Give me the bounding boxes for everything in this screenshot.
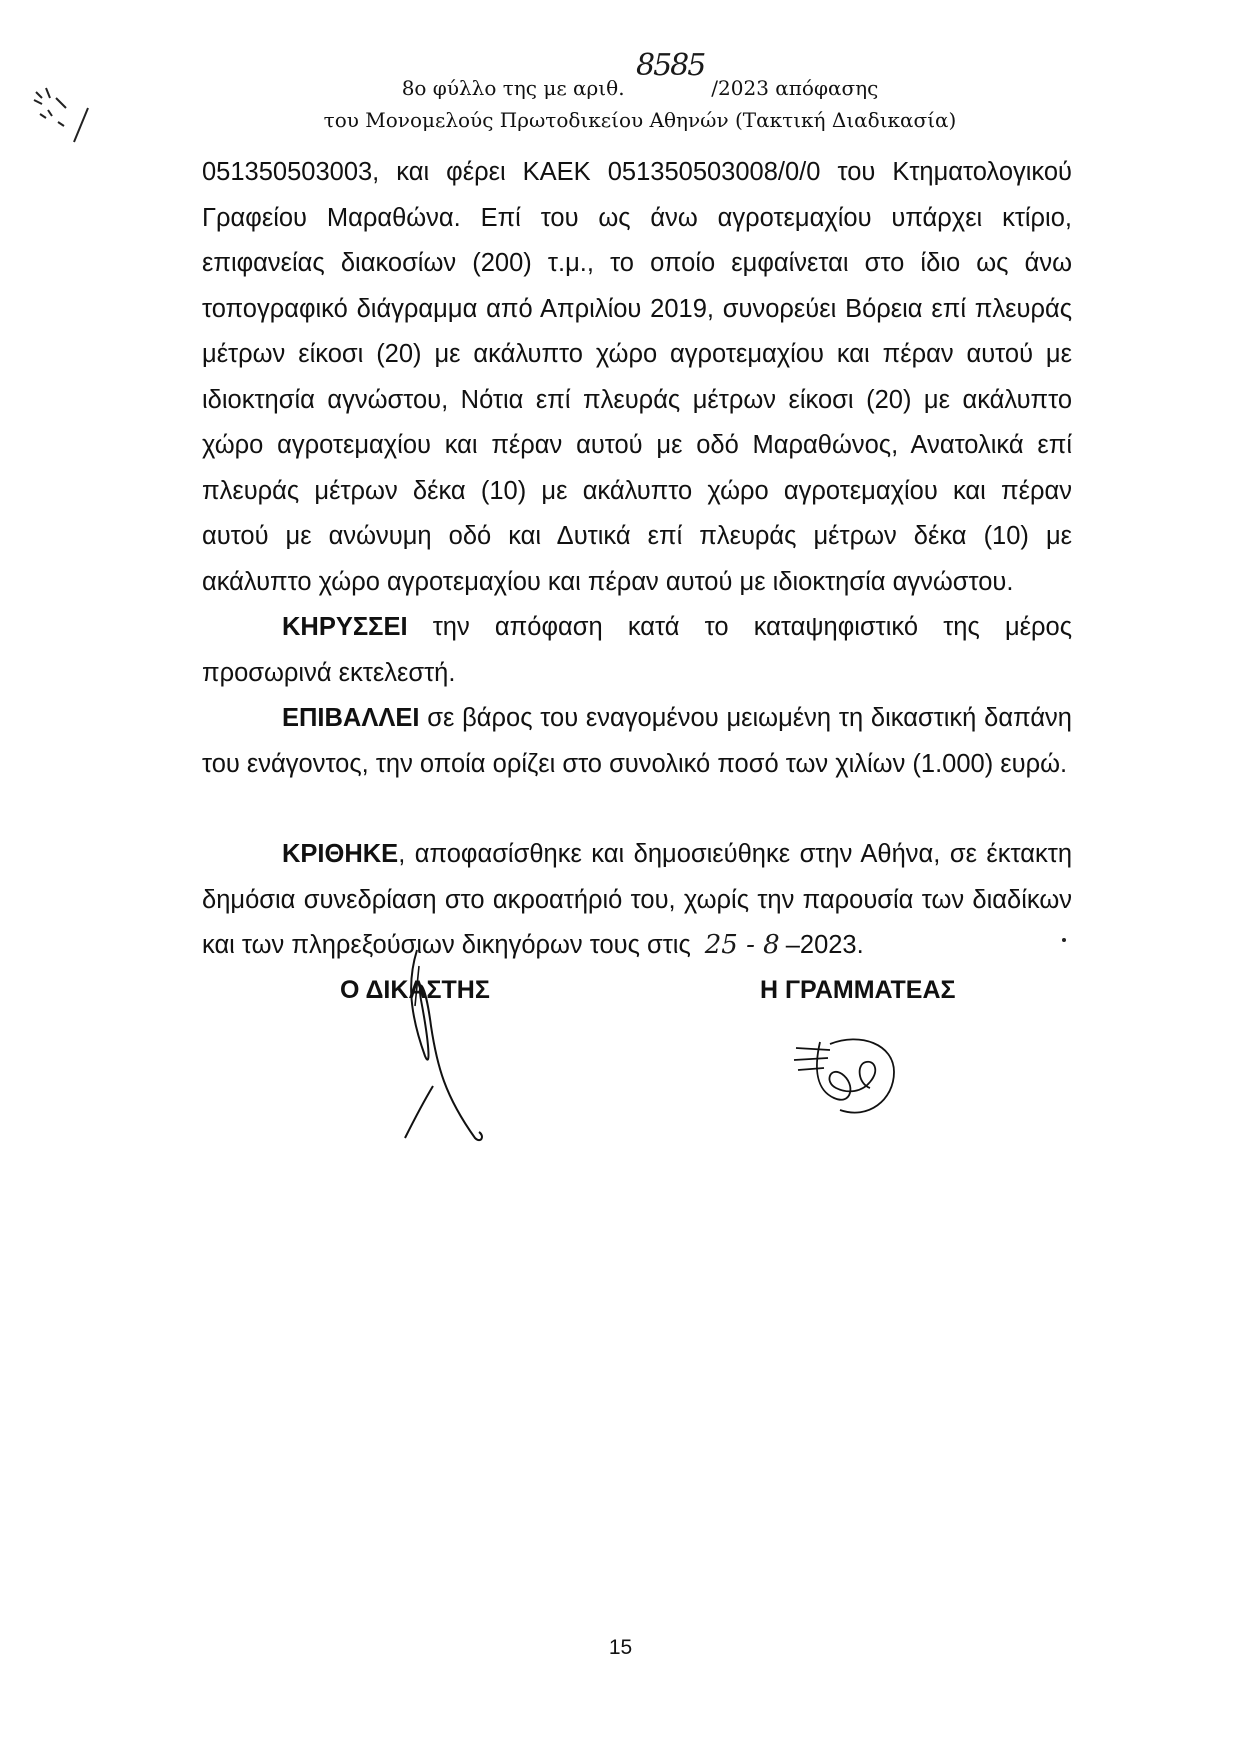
header-line-1 <box>300 72 980 104</box>
paragraph-spacer <box>202 787 1072 832</box>
imposes-paragraph <box>202 696 1072 787</box>
judge-signature <box>385 946 495 1146</box>
judged-text: , αποφασίσθηκε και δημοσιεύθηκε στην Αθήνα, σε έκτακτη δημόσια συνεδρίαση στο ακροατήριό του, χωρίς την παρουσία των διαδίκων και των πληρεξούσιων δικηγόρων τους στις <box>202 840 1072 959</box>
number-blank <box>631 94 705 95</box>
decision-body <box>202 150 1072 969</box>
handwritten-decision-number: 8585 <box>636 48 705 83</box>
header-line-2: του Μονομελούς Πρωτοδικείου Αθηνών (Τακτική Διαδικασία) <box>323 108 957 132</box>
judged-keyword: ΚΡΙΘΗΚΕ <box>282 840 399 868</box>
page-header <box>300 72 980 136</box>
judged-paragraph <box>202 832 1072 969</box>
imposes-keyword: ΕΠΙΒΑΛΛΕΙ <box>282 704 420 732</box>
judge-label: Ο ΔΙΚΑΣΤΗΣ <box>340 976 490 1004</box>
header-suffix: /2023 απόφασης <box>711 76 879 100</box>
property-description: 051350503003, και φέρει ΚΑΕΚ 051350503008/0/0 του Κτηματολογικού Γραφείου Μαραθώνα. Επί του ως άνω αγροτεμαχίου υπάρχει κτίριο, επιφανείας διακοσίων (200) τ.μ., το οποίο εμφαίνεται στο ίδιο ως άνω τοπογραφικό διάγραμμα από Απριλίου 2019, συνορεύει Βόρεια επί πλευράς μέτρων είκοσι (20) με ακάλυπτο χώρο αγροτεμαχίου και πέραν αυτού με ιδιοκτησία αγνώστου, Νότια επί πλευράς μέτρων είκοσι (20) με ακάλυπτο χώρο αγροτεμαχίου και πέραν αυτού με οδό Μαραθώνος, Ανατολικά επί πλευράς μέτρων δέκα (10) με ακάλυπτο χώρο αγροτεμαχίου και πέραν αυτού με ανώνυμη οδό και Δυτικά επί πλευράς μέτρων δέκα (10) με ακάλυπτο χώρο αγροτεμαχίου και πέραν αυτού με ιδιοκτησία αγνώστου. <box>202 158 1072 596</box>
page-number: 15 <box>608 1636 633 1659</box>
scan-margin-marks <box>28 78 118 148</box>
handwritten-date: 25 - 8 <box>704 930 780 960</box>
ink-dot <box>1062 938 1066 942</box>
imposes-text: σε βάρος του εναγομένου μειωμένη τη δικαστική δαπάνη του ενάγοντος, την οποία ορίζει στο συνολικό ποσό των χιλίων (1.000) ευρώ. <box>202 704 1072 778</box>
clerk-signature <box>790 1024 900 1124</box>
declares-text: την απόφαση κατά το καταψηφιστικό της μέρος προσωρινά εκτελεστή. <box>202 613 1072 687</box>
date-year: –2023. <box>785 931 864 959</box>
declares-keyword: ΚΗΡΥΣΣΕΙ <box>282 613 408 641</box>
header-prefix: 8ο φύλλο της με αριθ. <box>401 76 625 100</box>
declares-paragraph <box>202 605 1072 696</box>
clerk-label: Η ΓΡΑΜΜΑΤΕΑΣ <box>760 976 956 1004</box>
